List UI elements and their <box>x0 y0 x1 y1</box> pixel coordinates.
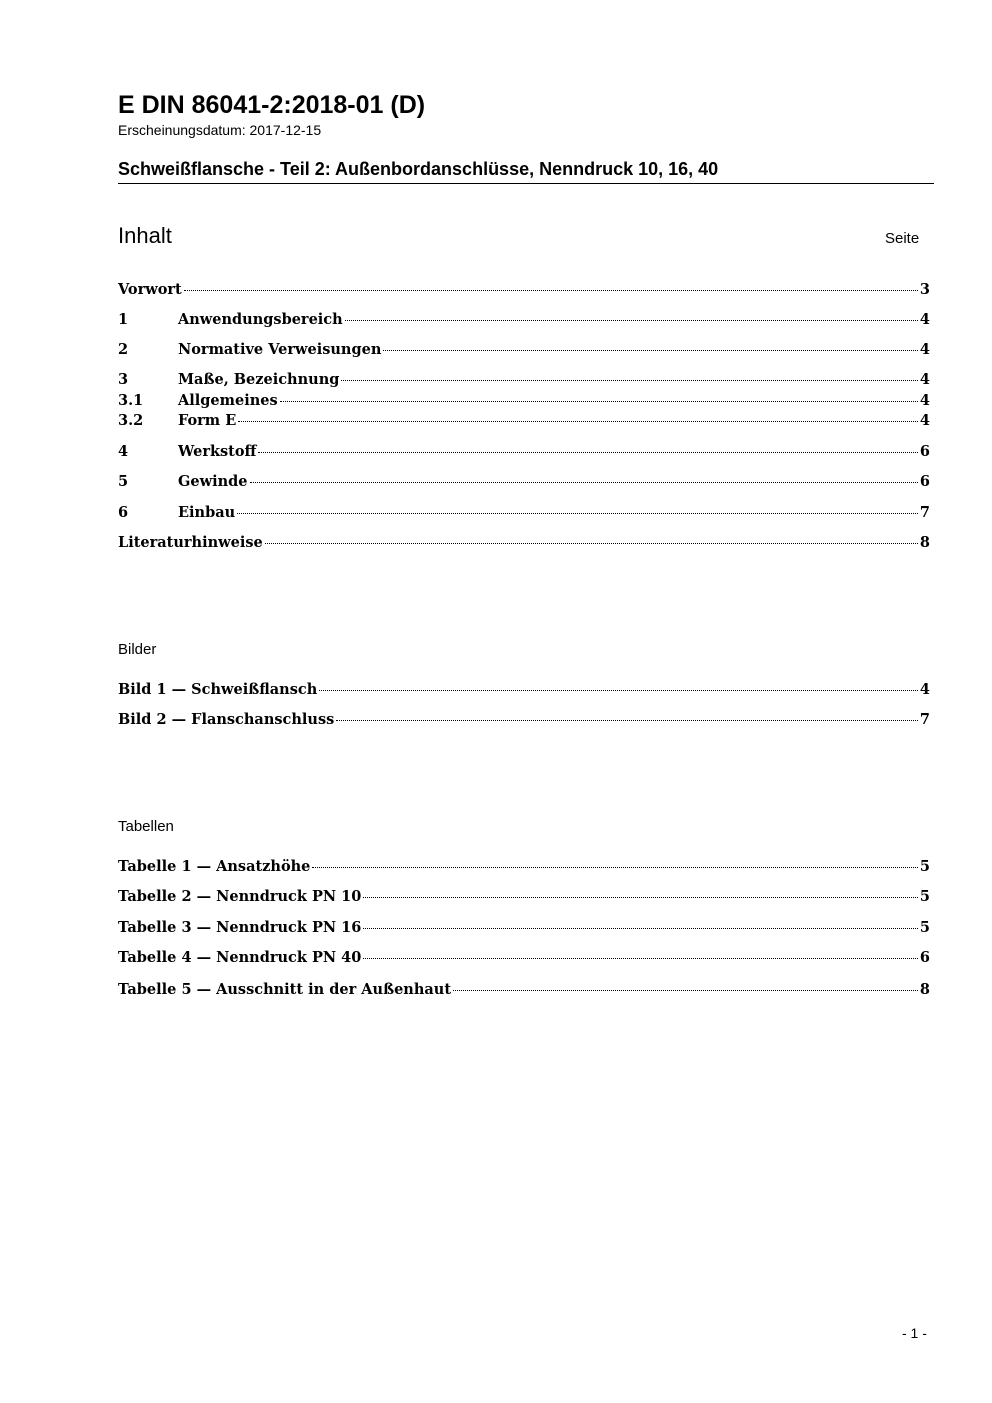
figure-entry-page: 4 <box>919 681 930 698</box>
table-entry-page: 5 <box>919 888 930 905</box>
toc-entry[interactable] <box>118 442 930 462</box>
dot-leader <box>363 897 918 898</box>
dot-leader <box>319 690 918 691</box>
toc-entry-number: 6 <box>118 504 129 521</box>
toc-entry-number: 3.2 <box>118 412 144 429</box>
dot-leader <box>453 990 918 991</box>
dot-leader <box>250 482 918 483</box>
table-entry[interactable] <box>118 918 930 938</box>
dot-leader <box>345 320 918 321</box>
figure-entry[interactable] <box>118 680 930 700</box>
dot-leader <box>363 958 918 959</box>
figure-entry-title: Bild 1 — Schweißflansch <box>118 681 318 698</box>
toc-entry-page: 4 <box>919 341 930 358</box>
title-divider <box>118 183 934 184</box>
figure-entry-title: Bild 2 — Flanschanschluss <box>118 711 335 728</box>
toc-entry-title: Literaturhinweise <box>118 534 263 551</box>
toc-entry-number: 4 <box>118 443 129 460</box>
dot-leader <box>184 290 918 291</box>
toc-entry[interactable] <box>118 391 930 411</box>
table-entry-title: Tabelle 4 — Nenndruck PN 40 <box>118 949 362 966</box>
table-entry-page: 6 <box>919 949 930 966</box>
toc-entry-page: 4 <box>919 371 930 388</box>
toc-entry-title: Normative Verweisungen <box>178 341 382 358</box>
dot-leader <box>336 720 918 721</box>
table-entry-page: 8 <box>919 981 930 998</box>
toc-entry-number: 5 <box>118 473 129 490</box>
dot-leader <box>312 867 918 868</box>
document-id: E DIN 86041-2:2018-01 (D) <box>118 91 426 119</box>
table-entry[interactable] <box>118 980 930 1000</box>
table-entry-title: Tabelle 5 — Ausschnitt in der Außenhaut <box>118 981 452 998</box>
toc-entry-page: 6 <box>919 473 930 490</box>
toc-entry[interactable] <box>118 533 930 553</box>
table-entry-page: 5 <box>919 919 930 936</box>
figure-entry[interactable] <box>118 710 930 730</box>
figure-entry-page: 7 <box>919 711 930 728</box>
table-entry-title: Tabelle 3 — Nenndruck PN 16 <box>118 919 362 936</box>
toc-entry-number: 3.1 <box>118 392 144 409</box>
dot-leader <box>383 350 918 351</box>
table-entry-title: Tabelle 1 — Ansatzhöhe <box>118 858 311 875</box>
table-entry[interactable] <box>118 887 930 907</box>
toc-entry-title: Anwendungsbereich <box>178 311 343 328</box>
tables-heading: Tabellen <box>118 818 174 835</box>
table-entry[interactable] <box>118 948 930 968</box>
toc-entry-number: 3 <box>118 371 129 388</box>
toc-entry-title: Vorwort <box>118 281 182 298</box>
table-entry[interactable] <box>118 857 930 877</box>
toc-entry-number: 1 <box>118 311 129 328</box>
table-entry-title: Tabelle 2 — Nenndruck PN 10 <box>118 888 362 905</box>
table-entry-page: 5 <box>919 858 930 875</box>
toc-entry-title: Form E <box>178 412 237 429</box>
toc-entry-title: Einbau <box>178 504 236 521</box>
toc-entry-title: Gewinde <box>178 473 248 490</box>
toc-entry-title: Allgemeines <box>178 392 278 409</box>
toc-entry-number: 2 <box>118 341 129 358</box>
toc-entry[interactable] <box>118 370 930 390</box>
toc-entry-title: Maße, Bezeichnung <box>178 371 340 388</box>
dot-leader <box>280 401 918 402</box>
dot-leader <box>237 513 918 514</box>
toc-entry-page: 7 <box>919 504 930 521</box>
document-title: Schweißflansche - Teil 2: Außenbordanschlüsse, Nenndruck 10, 16, 40 <box>118 159 719 179</box>
publication-date: Erscheinungsdatum: 2017-12-15 <box>118 122 322 138</box>
dot-leader <box>363 928 918 929</box>
toc-heading: Inhalt <box>118 223 172 248</box>
toc-entry[interactable] <box>118 310 930 330</box>
toc-entry-page: 6 <box>919 443 930 460</box>
toc-entry[interactable] <box>118 503 930 523</box>
dot-leader <box>258 452 917 453</box>
toc-entry-title: Werkstoff <box>178 443 257 460</box>
toc-entry-page: 4 <box>919 392 930 409</box>
toc-entry[interactable] <box>118 472 930 492</box>
toc-entry[interactable] <box>118 411 930 431</box>
page-column-label: Seite <box>885 230 920 247</box>
page-number: - 1 - <box>902 1325 927 1341</box>
toc-entry-page: 4 <box>919 311 930 328</box>
figures-heading: Bilder <box>118 641 157 658</box>
toc-entry[interactable] <box>118 280 930 300</box>
toc-entry-page: 4 <box>919 412 930 429</box>
toc-entry[interactable] <box>118 340 930 360</box>
toc-entry-page: 8 <box>919 534 930 551</box>
toc-entry-page: 3 <box>919 281 930 298</box>
dot-leader <box>265 543 918 544</box>
dot-leader <box>238 421 918 422</box>
dot-leader <box>341 380 918 381</box>
